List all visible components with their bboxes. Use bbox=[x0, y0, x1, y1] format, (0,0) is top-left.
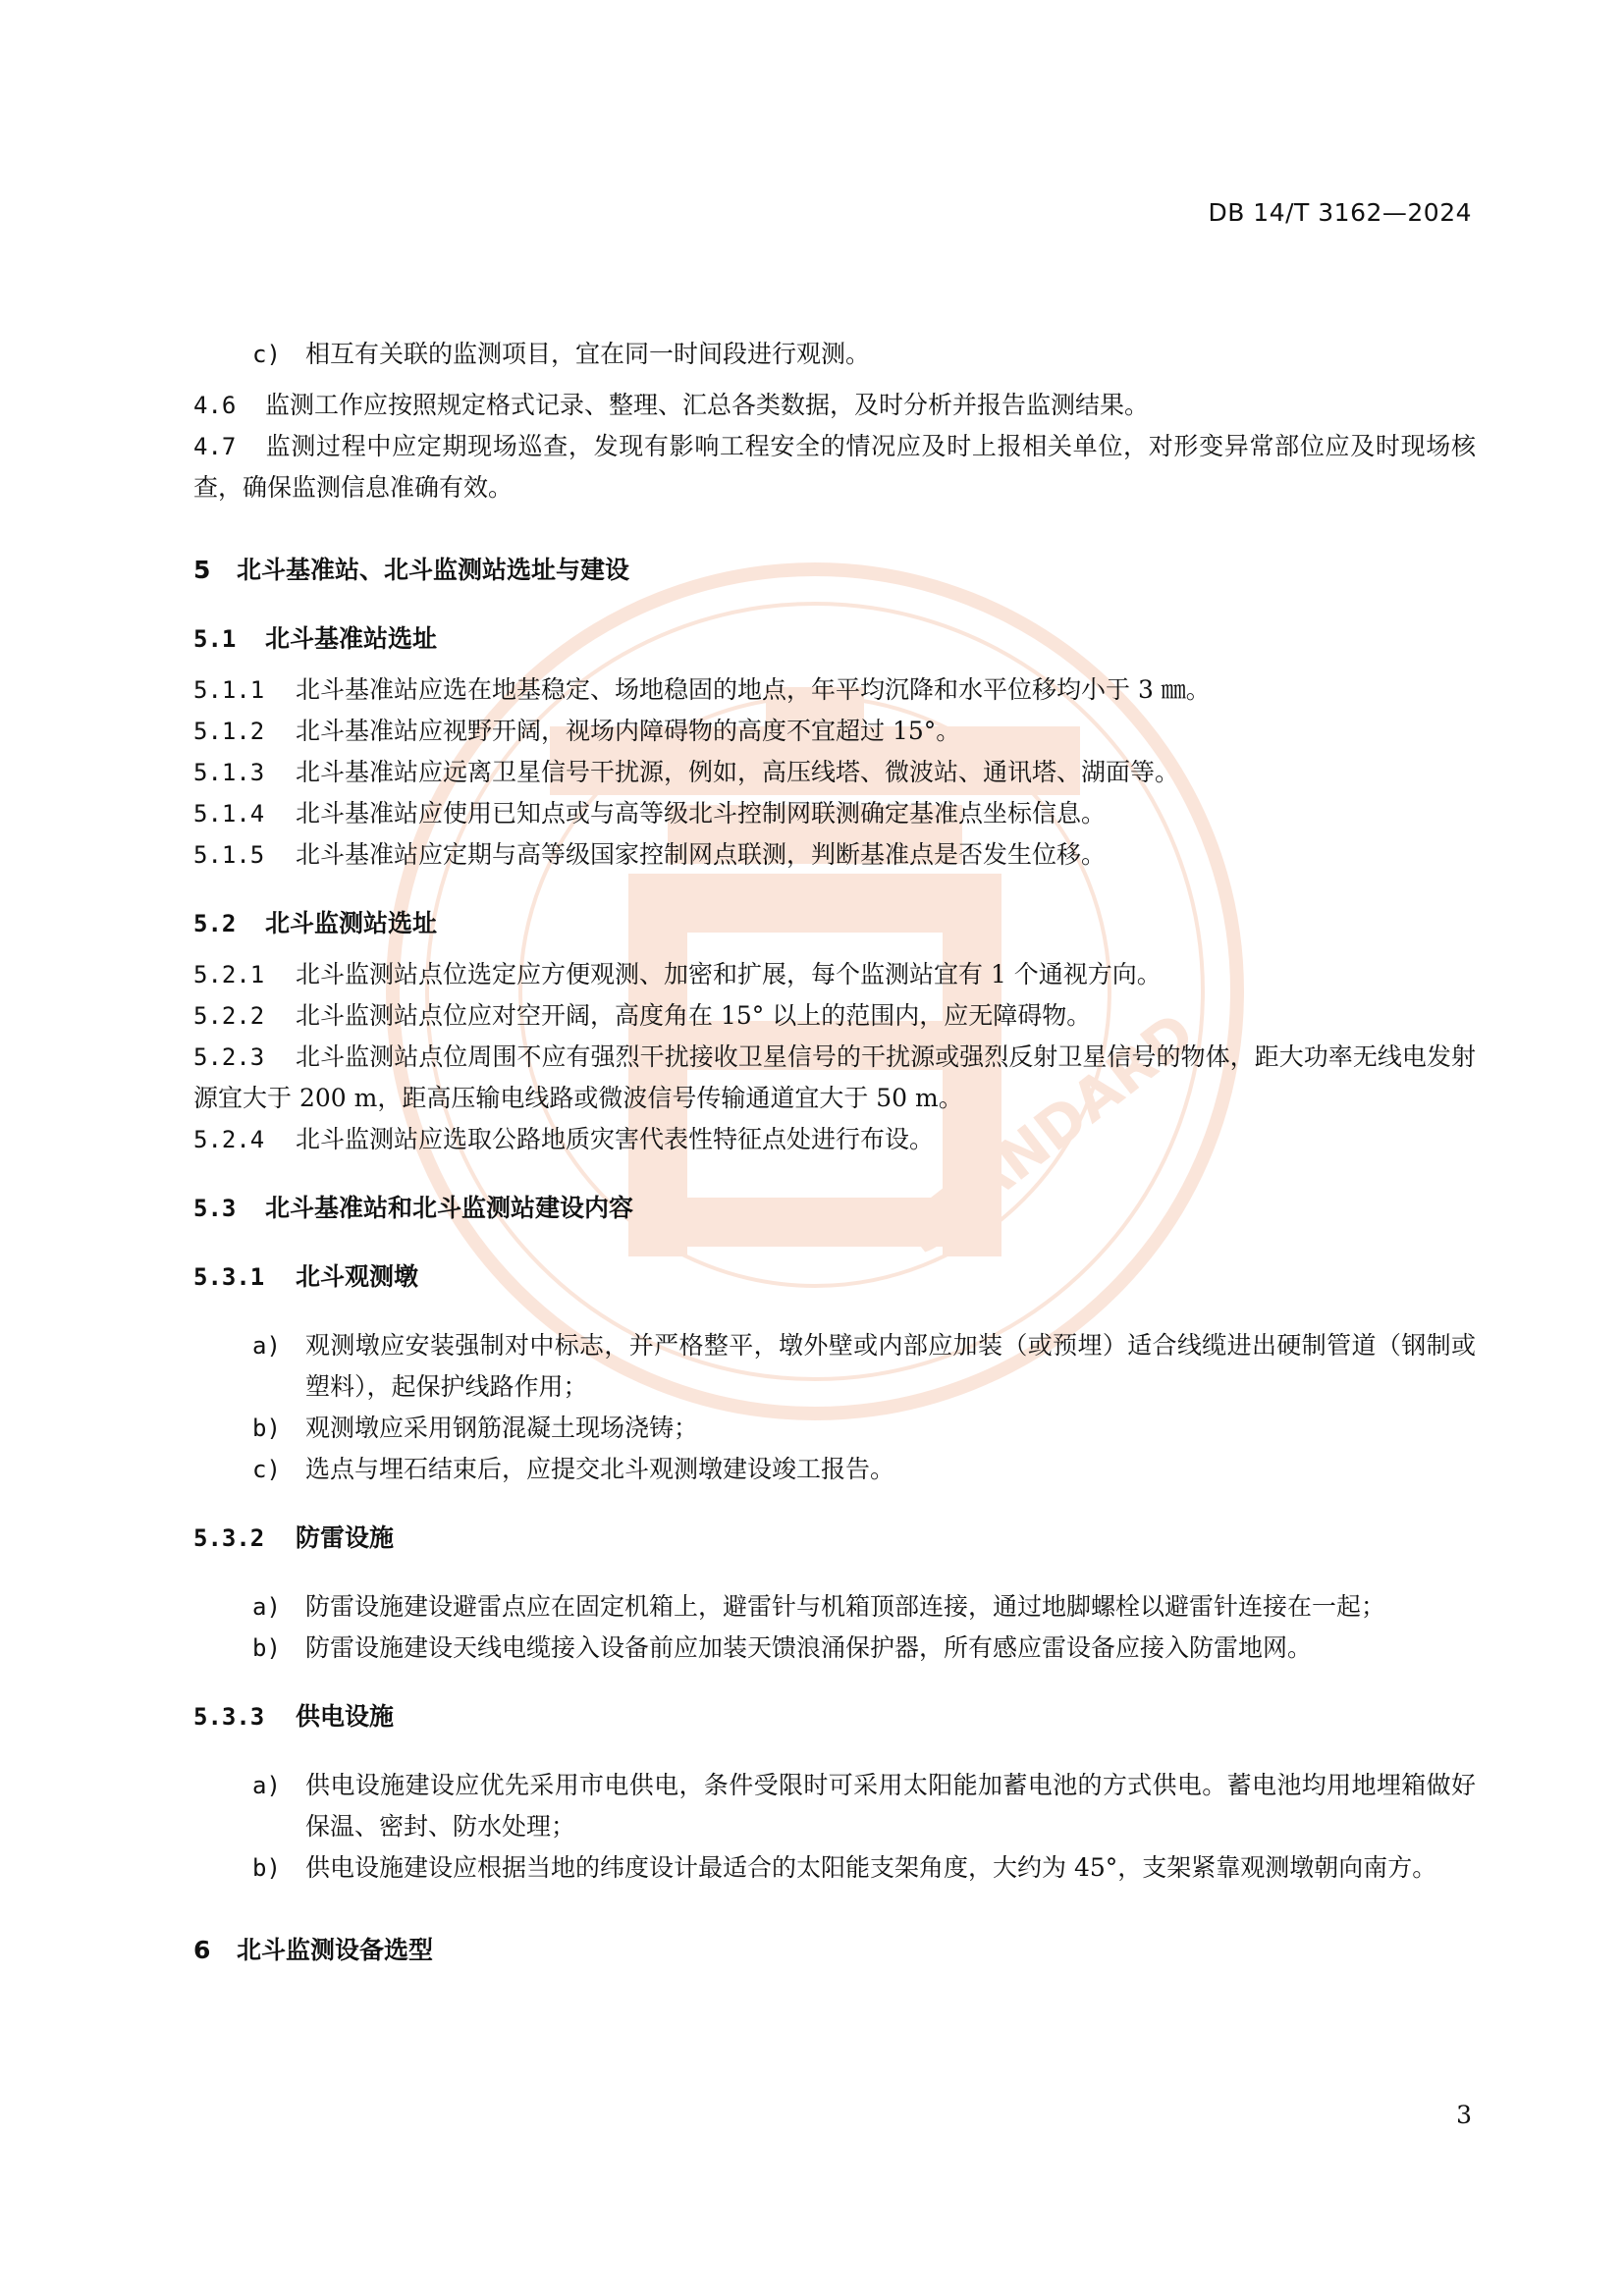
clause-text: 北斗基准站应使用已知点或与高等级北斗控制网联测确定基准点坐标信息。 bbox=[296, 799, 1107, 828]
clause-text: 北斗监测站应选取公路地质灾害代表性特征点处进行布设。 bbox=[296, 1125, 935, 1153]
clause-number: 5.1.1 bbox=[193, 676, 265, 704]
clause-number: 5.1.5 bbox=[193, 841, 265, 869]
section-number: 5.3.3 bbox=[193, 1703, 265, 1731]
clause-5-1-1 bbox=[193, 669, 1476, 711]
clause-number: 5.1.2 bbox=[193, 718, 265, 745]
section-5-heading bbox=[193, 550, 1476, 591]
clause-text: 北斗基准站应选在地基稳定、场地稳固的地点，年平均沉降和水平位移均小于 3 ㎜。 bbox=[296, 675, 1211, 704]
section-5-3-2-heading bbox=[193, 1518, 1476, 1559]
clause-5-2-2 bbox=[193, 995, 1476, 1037]
list-label: b) bbox=[252, 1634, 281, 1662]
clause-number: 5.2.3 bbox=[193, 1043, 265, 1071]
clause-number: 5.2.1 bbox=[193, 961, 265, 988]
section-title: 北斗监测站选址 bbox=[265, 909, 438, 937]
section-title: 防雷设施 bbox=[296, 1523, 395, 1552]
list-item-c bbox=[193, 1449, 1476, 1490]
section-5-2-heading bbox=[193, 903, 1476, 944]
section-5-1-heading bbox=[193, 618, 1476, 660]
list-item-b bbox=[193, 1847, 1476, 1889]
list-item-a bbox=[193, 1586, 1476, 1628]
list-item-b bbox=[193, 1628, 1476, 1669]
clause-number: 5.1.3 bbox=[193, 759, 265, 786]
clause-5-2-1 bbox=[193, 954, 1476, 995]
section-title: 北斗基准站选址 bbox=[265, 624, 438, 653]
section-title: 北斗观测墩 bbox=[296, 1262, 419, 1291]
section-title: 北斗基准站、北斗监测站选址与建设 bbox=[237, 556, 630, 584]
list-text: 选点与埋石结束后，应提交北斗观测墩建设竣工报告。 bbox=[305, 1455, 895, 1483]
list-label: b) bbox=[252, 1854, 281, 1882]
clause-4-7 bbox=[193, 426, 1476, 508]
section-number: 5.1 bbox=[193, 625, 237, 653]
section-5-3-1-heading bbox=[193, 1256, 1476, 1298]
list-text: 防雷设施建设避雷点应在固定机箱上，避雷针与机箱顶部连接，通过地脚螺栓以避雷针连接在一起； bbox=[305, 1592, 1386, 1621]
section-5-3-3-heading bbox=[193, 1696, 1476, 1737]
document-code-header: DB 14/T 3162—2024 bbox=[1208, 198, 1472, 227]
list-text: 防雷设施建设天线电缆接入设备前应加装天馈浪涌保护器，所有感应雷设备应接入防雷地网。 bbox=[305, 1633, 1313, 1662]
clause-5-1-5 bbox=[193, 834, 1476, 876]
list-item-c bbox=[193, 334, 1476, 375]
clause-5-1-4 bbox=[193, 793, 1476, 834]
list-item-a bbox=[193, 1325, 1476, 1408]
section-number: 6 bbox=[193, 1936, 211, 1964]
clause-text: 北斗监测站点位周围不应有强烈干扰接收卫星信号的干扰源或强烈反射卫星信号的物体，距大功率无线电发射源宜大于 200 m，距高压输电线路或微波信号传输通道宜大于 50 m。 bbox=[193, 1042, 1476, 1112]
section-number: 5.2 bbox=[193, 910, 237, 937]
list-label: c) bbox=[252, 1456, 281, 1483]
clause-text: 北斗基准站应远离卫星信号干扰源，例如，高压线塔、微波站、通讯塔、湖面等。 bbox=[296, 758, 1180, 786]
list-label: b) bbox=[252, 1415, 281, 1442]
list-text: 观测墩应采用钢筋混凝土现场浇铸； bbox=[305, 1414, 699, 1442]
section-title: 北斗基准站和北斗监测站建设内容 bbox=[265, 1194, 634, 1222]
section-number: 5.3.1 bbox=[193, 1263, 265, 1291]
clause-number: 4.6 bbox=[193, 392, 237, 419]
clause-5-2-4 bbox=[193, 1119, 1476, 1160]
clause-text: 监测过程中应定期现场巡查，发现有影响工程安全的情况应及时上报相关单位，对形变异常部位应及时现场核查，确保监测信息准确有效。 bbox=[193, 432, 1476, 502]
list-text: 供电设施建设应优先采用市电供电，条件受限时可采用太阳能加蓄电池的方式供电。蓄电池均用地埋箱做好保温、密封、防水处理； bbox=[305, 1771, 1476, 1841]
section-number: 5 bbox=[193, 556, 211, 584]
seal-text: STANDARD bbox=[890, 999, 1208, 1268]
clause-text: 北斗基准站应视野开阔，视场内障碍物的高度不宜超过 15°。 bbox=[296, 717, 961, 745]
clause-text: 北斗监测站点位选定应方便观测、加密和扩展，每个监测站宜有 1 个通视方向。 bbox=[296, 960, 1162, 988]
clause-number: 5.2.2 bbox=[193, 1002, 265, 1030]
list-label: a) bbox=[252, 1332, 281, 1360]
clause-5-2-3 bbox=[193, 1037, 1476, 1119]
list-text: 相互有关联的监测项目，宜在同一时间段进行观测。 bbox=[305, 340, 871, 368]
clause-number: 5.2.4 bbox=[193, 1126, 265, 1153]
clause-number: 5.1.4 bbox=[193, 800, 265, 828]
clause-5-1-3 bbox=[193, 752, 1476, 793]
clause-number: 4.7 bbox=[193, 433, 237, 460]
section-title: 北斗监测设备选型 bbox=[237, 1936, 434, 1964]
list-label: a) bbox=[252, 1593, 281, 1621]
section-6-heading bbox=[193, 1930, 1476, 1971]
page-number: 3 bbox=[1456, 2101, 1472, 2129]
section-5-3-heading bbox=[193, 1188, 1476, 1229]
document-body bbox=[193, 334, 1476, 1971]
list-text: 观测墩应安装强制对中标志，并严格整平，墩外壁或内部应加装（或预埋）适合线缆进出硬制管道（钢制或塑料），起保护线路作用； bbox=[305, 1331, 1476, 1401]
list-text: 供电设施建设应根据当地的纬度设计最适合的太阳能支架角度，大约为 45°，支架紧靠观测墩朝向南方。 bbox=[305, 1853, 1437, 1882]
section-title: 供电设施 bbox=[296, 1702, 395, 1731]
list-label: a) bbox=[252, 1772, 281, 1799]
list-label: c) bbox=[252, 341, 281, 368]
list-item-a bbox=[193, 1765, 1476, 1847]
section-number: 5.3 bbox=[193, 1195, 237, 1222]
section-number: 5.3.2 bbox=[193, 1524, 265, 1552]
clause-text: 监测工作应按照规定格式记录、整理、汇总各类数据，及时分析并报告监测结果。 bbox=[265, 391, 1150, 419]
clause-4-6 bbox=[193, 385, 1476, 426]
list-item-b bbox=[193, 1408, 1476, 1449]
clause-text: 北斗基准站应定期与高等级国家控制网点联测，判断基准点是否发生位移。 bbox=[296, 840, 1107, 869]
clause-5-1-2 bbox=[193, 711, 1476, 752]
clause-text: 北斗监测站点位应对空开阔，高度角在 15° 以上的范围内，应无障碍物。 bbox=[296, 1001, 1092, 1030]
